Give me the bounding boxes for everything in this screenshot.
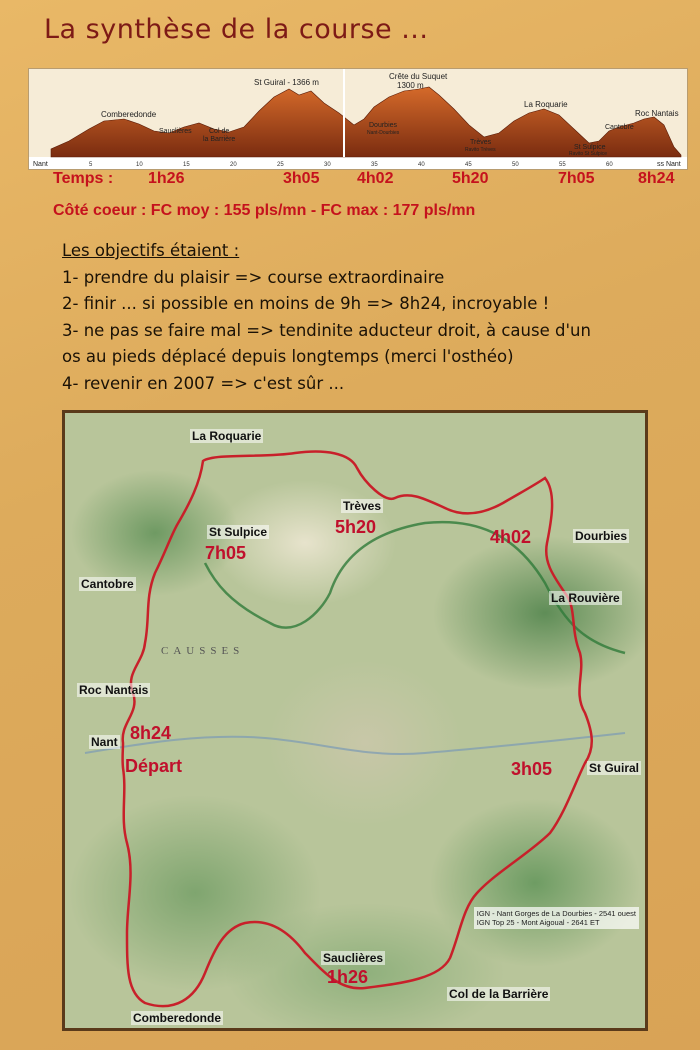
map-place-sauclieres: Sauclières [323,951,384,965]
time-row [0,170,700,192]
map-place-la-roquarie: La Roquarie [192,429,262,443]
objectives-heading: Les objectifs étaient : [62,241,240,260]
profile-axis-bar [29,157,687,169]
elevation-profile [28,68,688,170]
time-value: 8h24 [638,170,675,187]
profile-label-st-sulpice-sub: Ravito St Sulpice [569,151,608,157]
map-credit-line: IGN - Nant Gorges de La Dourbies - 2541 ouest [476,909,636,918]
profile-axis-tick-label: 55 [559,162,566,168]
profile-axis-tick-label: 50 [512,162,519,168]
objective-line: 1- prendre du plaisir => course extraordinaire [62,267,445,287]
profile-axis-tick-label: 35 [371,162,378,168]
profile-label-crete: Crête du Suquet [389,72,448,81]
profile-label-dourbies: Dourbies [369,122,398,129]
map-time-treves: 5h20 [335,517,377,537]
map-time-st-guiral: 3h05 [511,759,553,779]
profile-label-roc-nantais: Roc Nantais [635,109,679,118]
route-map [62,410,648,1031]
map-place-st-sulpice: St Sulpice [209,525,268,539]
profile-axis-tick-label: 45 [465,162,472,168]
profile-label-treves-sub: Ravito Trèves [465,147,496,153]
heart-rate-line: Côté coeur : FC moy : 155 pls/mn - FC max : 177 pls/mn [53,202,476,219]
map-credit-line: IGN Top 25 - Mont Aigoual - 2641 ET [476,918,600,927]
profile-label-crete-alt: 1300 m [397,81,424,90]
time-row-label: Temps : [53,170,114,187]
map-place-cantobre: Cantobre [81,577,134,591]
objective-line: 4- revenir en 2007 => c'est sûr ... [62,373,345,393]
map-place-treves: Trèves [343,499,382,513]
profile-label-treves: Trèves [470,139,492,146]
objectives-block [62,238,692,397]
objective-line: os au pieds déplacé depuis longtemps (merci l'osthéo) [62,347,514,366]
profile-axis-tick-label: 60 [606,162,613,168]
time-value: 3h05 [283,170,320,187]
profile-label-dourbies-sub: Nant-Dourbies [367,130,400,136]
map-place-nant: Nant [91,735,118,749]
map-credit [474,907,639,929]
map-place-col-barriere: Col de la Barrière [449,987,549,1001]
map-place-st-guiral: St Guiral [589,761,640,775]
profile-label-col-barriere: la Barrière [203,136,236,143]
profile-axis-tick-label: 25 [277,162,284,168]
objective-line: 2- finir ... si possible en moins de 9h => 8h24, incroyable ! [62,294,550,313]
profile-label-st-guiral: St Guiral - 1366 m [254,78,319,87]
time-value: 1h26 [148,170,185,187]
profile-label-nant-start: Nant [33,161,48,168]
profile-axis-tick-label: 20 [230,162,237,168]
time-value: 5h20 [452,170,489,187]
profile-axis-tick-label: 30 [324,162,331,168]
profile-axis-tick-label: 15 [183,162,190,168]
profile-label-cantobre: Cantobre [605,124,634,131]
map-place-roc-nantais: Roc Nantais [79,683,149,697]
map-time-st-sulpice: 7h05 [205,543,247,563]
page-title: La synthèse de la course ... [44,14,429,45]
profile-axis-tick-label: 5 [89,162,93,168]
map-place-comberedonde: Comberedonde [133,1011,222,1025]
objective-line: 3- ne pas se faire mal => tendinite aducteur droit, à cause d'un [62,320,591,340]
profile-label-st-sulpice: St Sulpice [574,144,606,151]
time-value: 4h02 [357,170,394,187]
map-time-dourbies: 4h02 [490,527,532,547]
profile-label-col: Col de [209,128,230,135]
profile-axis-tick-label: 10 [136,162,143,168]
profile-label-sauclieres: Sauclières [159,128,192,135]
map-time-depart: Départ [125,756,183,776]
time-value: 7h05 [558,170,595,187]
profile-label-comberedonde: Comberedonde [101,110,157,119]
map-place-dourbies: Dourbies [575,529,628,543]
profile-axis-tick-label: 40 [418,162,425,168]
map-time-nant: 8h24 [130,723,172,743]
map-region-label: CAUSSES [161,645,245,657]
map-place-la-rouviere: La Rouvière [551,591,620,605]
elevation-profile-svg [29,69,687,169]
profile-label-la-roquarie: La Roquarie [524,100,568,109]
profile-label-nant-end: ss Nant [657,161,681,168]
map-time-sauclieres: 1h26 [327,967,369,987]
